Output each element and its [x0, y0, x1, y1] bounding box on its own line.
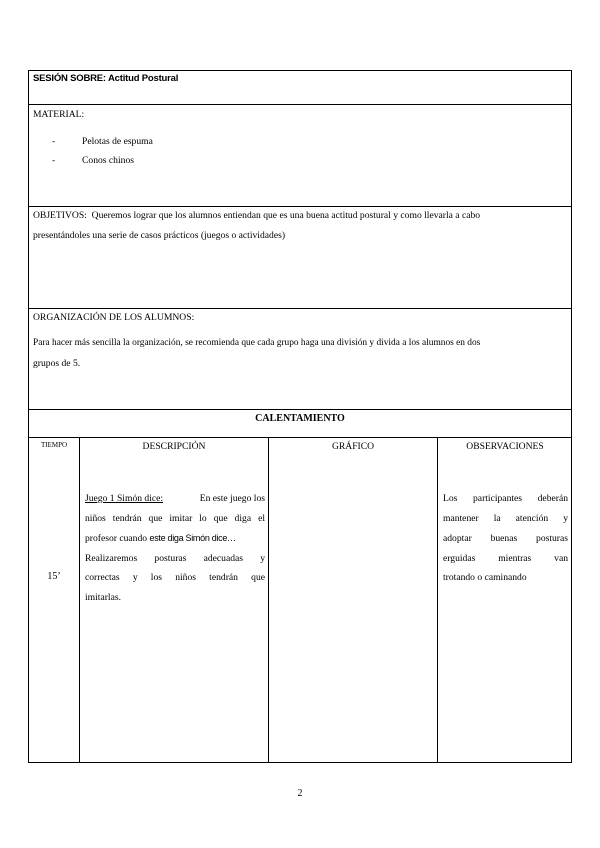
list-dash: -: [52, 155, 56, 166]
page-number: 2: [297, 788, 303, 799]
session-label: SESIÓN SOBRE:: [33, 73, 106, 84]
observaciones-text: Los participantes deberán: [443, 493, 568, 504]
descripcion-text: En este juego los: [199, 493, 265, 504]
descripcion-text: Realizaremos posturas adecuadas y: [85, 553, 265, 564]
descripcion-text: profesor cuando: [85, 533, 148, 544]
observaciones-text: trotando o caminando: [443, 572, 527, 583]
objetivos-text-1: Queremos lograr que los alumnos entiendan que es una buena actitud postural y como llevarla a cabo: [91, 210, 481, 221]
calentamiento-title: CALENTAMIENTO: [255, 413, 345, 424]
descripcion-text: correctas y los niños tendrán que: [85, 572, 265, 583]
material-item-text: Conos chinos: [82, 155, 134, 166]
organizacion-heading: ORGANIZACIÓN DE LOS ALUMNOS:: [33, 312, 195, 323]
observaciones-text: adoptar buenas posturas: [443, 533, 568, 544]
column-divider: [268, 437, 269, 763]
observaciones-text: erguidas mientras van: [443, 553, 568, 564]
juego-title: Juego 1 Simón dice:: [85, 493, 164, 504]
descripcion-text: imitarlas.: [85, 592, 121, 603]
session-heading: [33, 73, 178, 85]
session-title: Actitud Postural: [107, 73, 179, 84]
descripcion-line: [85, 533, 265, 545]
material-item-text: Pelotas de espuma: [82, 136, 153, 147]
objetivos-line1: [33, 210, 480, 222]
objetivos-text-2: presentándoles una serie de casos prácticos (juegos o actividades): [33, 230, 286, 241]
descripcion-text: niños tendrán que imitar lo que diga el: [85, 513, 265, 524]
material-heading: MATERIAL:: [33, 109, 85, 120]
organizacion-text-2: grupos de 5.: [33, 358, 81, 369]
list-dash: -: [52, 136, 56, 147]
column-header-observaciones: OBSERVACIONES: [466, 441, 544, 452]
column-header-grafico: GRÁFICO: [331, 441, 375, 452]
descripcion-text: este diga Simón dice…: [149, 533, 236, 543]
descripcion-line: [85, 493, 265, 505]
observaciones-text: mantener la atención y: [443, 513, 568, 524]
organizacion-text-1: Para hacer más sencilla la organización, se recomienda que cada grupo haga una división y divida a los alumnos en dos: [33, 338, 481, 348]
tiempo-value: 15’: [47, 571, 61, 582]
column-header-descripcion: DESCRIPCIÓN: [142, 441, 206, 452]
column-divider: [79, 437, 80, 763]
column-divider: [437, 437, 438, 763]
objetivos-label: OBJETIVOS:: [33, 210, 87, 221]
column-header-tiempo: TIEMPO: [40, 441, 68, 449]
